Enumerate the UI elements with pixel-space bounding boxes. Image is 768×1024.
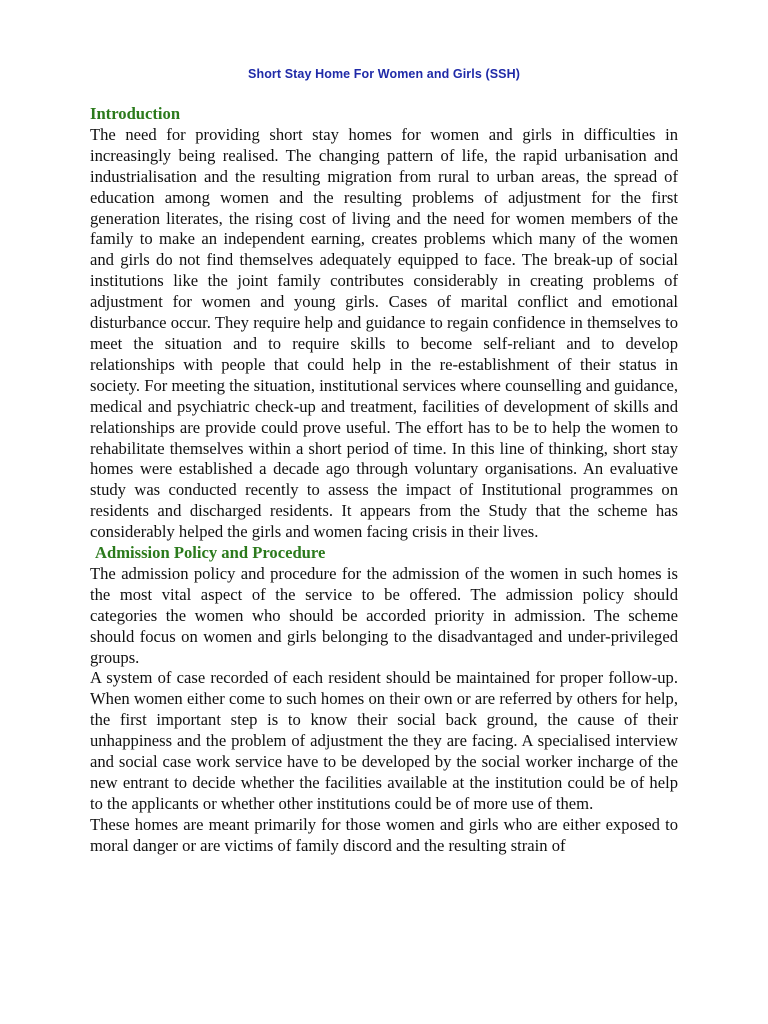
section-heading: Introduction [90,104,181,123]
section-heading: Admission Policy and Procedure [95,543,326,563]
document-title: Short Stay Home For Women and Girls (SSH) [248,67,520,81]
paragraph: A system of case recorded of each resident should be maintained for proper follow-up. When women either come to such homes on their own or are referred by others for help, the first important step is to know their social back ground, the cause of their unhappiness and the problem of adjustment the they are facing. A specialised interview and social case work service have to be developed by the social worker incharge of the new entrant to decide whether the facilities available at the institution could be of help to the applicants or whether other institutions could be of more use of them. [90,668,678,813]
document-body [90,104,678,857]
section-introduction [90,104,678,543]
paragraph: The admission policy and procedure for the admission of the women in such homes is the most vital aspect of the service to be offered. The admission policy should categories the women who should be accorded priority in admission. The scheme should focus on women and girls belonging to the disadvantaged and under-privileged groups. [90,563,678,667]
paragraph: The need for providing short stay homes for women and girls in difficulties in increasingly being realised. The changing pattern of life, the rapid urbanisation and industrialisation and the resulting migration from rural to urban areas, the spread of education among women and the resulting problems of adjustment for the first generation literates, the rising cost of living and the need for women members of the family to make an independent earning, creates problems which many of the women and girls do not find themselves adequately equipped to face. The break-up of social institutions like the joint family contributes considerably in creating problems of adjustment for women and young girls. Cases of marital conflict and emotional disturbance occur. They require help and guidance to regain confidence in themselves to meet the situation and to require skills to become self-reliant and to develop relationships with people that could help in the re-establishment of their status in society. For meeting the situation, institutional services where counselling and guidance, medical and psychiatric check-up and treatment, facilities of development of skills and relationships are provide could prove useful. The effort has to be to help the women to rehabilitate themselves within a short period of time. In this line of thinking, short stay homes were established a decade ago through voluntary organisations. An evaluative study was conducted recently to assess the impact of Institutional programmes on residents and discharged residents. It appears from the Study that the scheme has considerably helped the girls and women facing crisis in their lives. [90,124,678,542]
paragraph: These homes are meant primarily for those women and girls who are either exposed to moral danger or are victims of family discord and the resulting strain of [90,814,678,855]
section-admission-policy [90,543,678,857]
